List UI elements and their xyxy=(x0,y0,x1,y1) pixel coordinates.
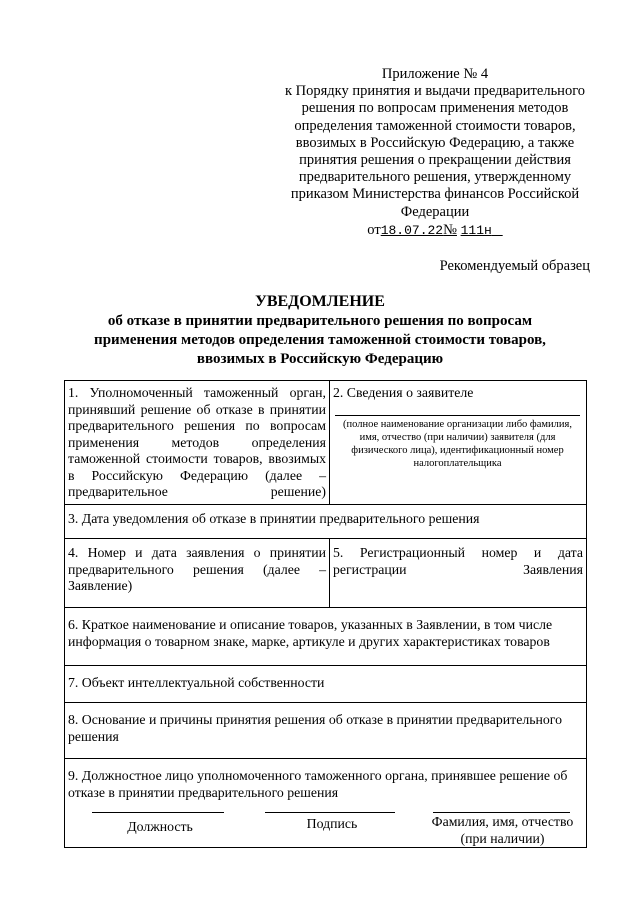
appendix-line: определения таможенной стоимости товаров, xyxy=(294,117,576,134)
field-intellectual-property[interactable]: 7. Объект интеллектуальной собственности xyxy=(68,675,325,690)
field-applicant-info[interactable] xyxy=(329,381,586,504)
order-number-label: № xyxy=(443,221,457,238)
field-application-number-date[interactable]: 4. Номер и дата заявления о принятии предварительного решения (далее – Заявление) xyxy=(68,545,326,593)
title-line: ввозимых в Российскую Федерацию xyxy=(196,351,444,367)
appendix-line: предварительного решения, утвержденному xyxy=(298,169,572,186)
appendix-line: Федерации xyxy=(400,203,470,220)
field-official[interactable]: 9. Должностное лицо уполномоченного таможенного органа, принявшее решение об отказе в принятии предварительного решения xyxy=(68,768,568,800)
signature-label: Подпись xyxy=(306,816,358,831)
form-row-3 xyxy=(65,505,586,539)
field-customs-authority[interactable]: 1. Уполномоченный таможенный орган, принявший решение об отказе в принятии предварительного решения по вопросам применения методов определения таможенной стоимости товаров, ввозимых в Российскую Федерацию (далее – предварительное решение) xyxy=(68,385,326,499)
appendix-line: решения по вопросам применения методов xyxy=(301,100,569,117)
sample-label: Рекомендуемый образец xyxy=(439,258,590,274)
full-name-label-line: Фамилия, имя, отчество xyxy=(431,814,574,829)
appendix-line: приказом Министерства финансов Российской xyxy=(290,186,580,203)
position-signature-line[interactable] xyxy=(92,812,224,813)
applicant-input-line xyxy=(335,415,580,416)
form-row-6 xyxy=(65,608,586,666)
appendix-number: Приложение № 4 xyxy=(381,66,489,82)
appendix-line: ввозимых в Российскую Федерацию, а также xyxy=(295,134,575,151)
full-name-label xyxy=(420,813,585,847)
title-line: об отказе в принятии предварительного решения по вопросам xyxy=(107,313,533,329)
notification-form-table xyxy=(64,380,587,848)
field-goods-description[interactable]: 6. Краткое наименование и описание товаров, указанных в Заявлении, в том числе информация о товарном знаке, марке, артикуле и других характеристиках товаров xyxy=(68,617,553,649)
form-row-7 xyxy=(65,666,586,703)
field-applicant-label: 2. Сведения о заявителе xyxy=(333,385,474,400)
title-main: УВЕДОМЛЕНИЕ xyxy=(255,293,385,310)
appendix-line: к Порядку принятия и выдачи предварительного xyxy=(284,83,586,100)
field-notification-date[interactable]: 3. Дата уведомления об отказе в принятии предварительного решения xyxy=(68,511,480,526)
document-title xyxy=(60,292,580,369)
appendix-header xyxy=(270,66,600,239)
order-date: 18.07.22 xyxy=(380,222,444,238)
order-prefix: от xyxy=(367,221,381,238)
full-name-label-note: (при наличии) xyxy=(460,831,545,846)
signature-line[interactable] xyxy=(265,812,395,813)
order-number: 111н xyxy=(460,222,492,238)
field-applicant-note: (полное наименование организации либо фамилия, имя, отчество (при наличии) заявителя (для физического лица), идентификационный номер налогоплательщика xyxy=(343,419,572,469)
order-reference xyxy=(270,222,600,239)
field-registration-number-date[interactable]: 5. Регистрационный номер и дата регистрации Заявления xyxy=(329,539,586,607)
position-label: Должность xyxy=(127,819,193,834)
form-row-4 xyxy=(65,539,586,608)
form-row-8 xyxy=(65,703,586,759)
field-refusal-grounds[interactable]: 8. Основание и причины принятия решения об отказе в принятии предварительного решения xyxy=(68,712,562,744)
title-line: применения методов определения таможенной стоимости товаров, xyxy=(94,332,546,348)
appendix-line: принятия решения о прекращении действия xyxy=(299,152,571,169)
form-row-1 xyxy=(65,381,586,505)
